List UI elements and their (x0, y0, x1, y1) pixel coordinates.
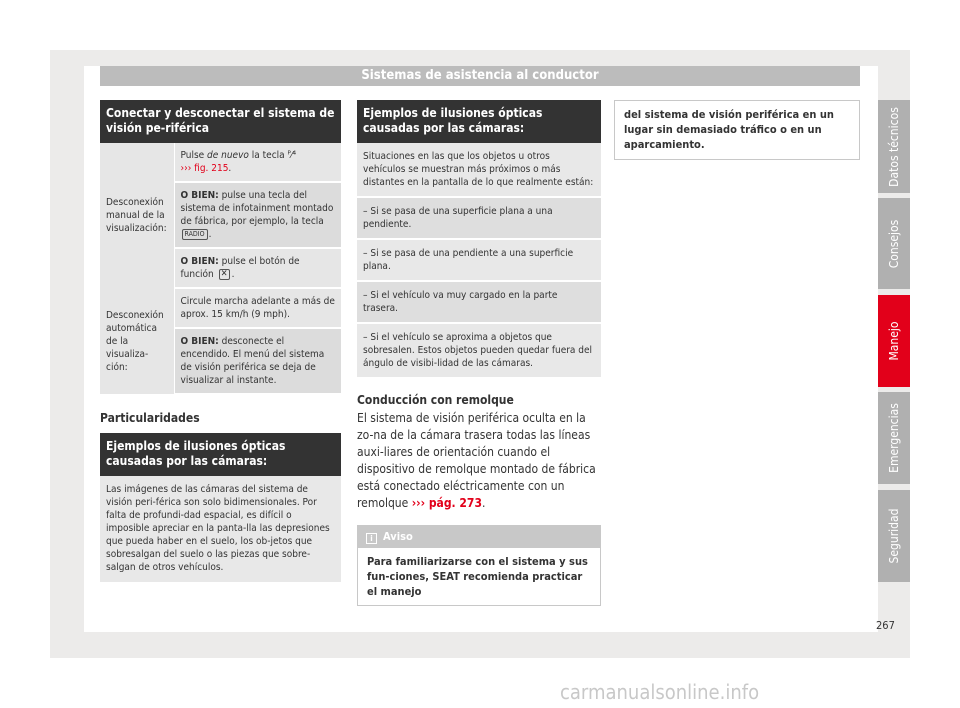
aviso-text: Para familiarizarse con el sistema y sus fun-ciones, SEAT recomienda practicar el manejo (367, 555, 588, 598)
table-cell: O BIEN: pulse una tecla del sistema de infotainment montado de fábrica, por ejemplo, la tecla RADIO . (174, 182, 341, 248)
illusions-box-text: Las imágenes de las cámaras del sistema de visión peri-férica son solo bidimensionales. Por falta de profundi-dad espacial, es difícil o imposible apreciar en la panta-lla las depresiones que pueda haber en el suelo, los ob-jetos que sobresalgan del suelo o las piezas que sobre-salgan de otros vehículos. (100, 476, 341, 582)
radio-key-icon: RADIO (182, 229, 208, 240)
tab-emergencias[interactable]: Emergencias (878, 392, 910, 484)
parking-key-icon: ᴾ⁄⁴ (287, 150, 297, 161)
tab-datos-tecnicos[interactable]: Datos técnicos (878, 100, 910, 193)
illusions-intro: Situaciones en las que los objetos u otros vehículos se muestran más próximos o más distantes en la pantalla de lo que realmente están: (357, 143, 601, 196)
aviso-continuation: del sistema de visión periférica en un lugar sin demasiado tráfico o en un aparcamiento. (614, 100, 860, 160)
column-right (614, 100, 860, 160)
info-icon: i (366, 533, 377, 544)
list-item: – Si se pasa de una superficie plana a una pendiente. (357, 198, 601, 238)
illusions-box-title: Ejemplos de ilusiones ópticas causadas por las cámaras: (100, 433, 341, 476)
table-cell: O BIEN: desconecte el encendido. El menú del sistema de visión periférica se deja de visualizar al instante. (174, 328, 341, 394)
remolque-text: El sistema de visión periférica oculta en la zo-na de la cámara trasera todas las líneas auxi-liares de orientación cuando el dispositivo de remolque montado de fábrica está conectado eléctricamente con un remolque ››› pág. 273. (357, 411, 596, 510)
toggle-table (100, 143, 341, 395)
watermark: carmanualsonline.info (560, 680, 760, 704)
tab-manejo[interactable]: Manejo (878, 295, 910, 387)
table-cell: Pulse de nuevo la tecla ᴾ⁄⁴ ››› fig. 215. (174, 143, 341, 182)
fig-link[interactable]: ››› fig. 215 (180, 163, 229, 174)
table-title: Conectar y desconectar el sistema de visión pe-riférica (100, 100, 341, 143)
list-item: – Si el vehículo va muy cargado en la parte trasera. (357, 282, 601, 322)
column-middle (357, 100, 601, 606)
page-number: 267 (876, 619, 895, 632)
list-item: – Si se pasa de una pendiente a una superficie plana. (357, 240, 601, 280)
particularidades-title: Particularidades (100, 411, 200, 425)
page-link[interactable]: ››› pág. 273 (411, 496, 482, 510)
aviso-header: i Aviso (358, 526, 600, 548)
table-cell: O BIEN: pulse el botón de función ✕ . (174, 248, 341, 288)
tab-seguridad[interactable]: Seguridad (878, 490, 910, 582)
aviso-box (357, 525, 601, 606)
remolque-title: Conducción con remolque (357, 393, 514, 407)
page-header: Sistemas de asistencia al conductor (100, 66, 860, 86)
row-label-manual: Desconexión manual de la visualización: (100, 143, 174, 288)
list-item: – Si el vehículo se aproxima a objetos que sobresalen. Estos objetos pueden quedar fuera del ángulo de visibi-lidad de las cámaras. (357, 324, 601, 377)
close-key-icon: ✕ (219, 269, 230, 280)
table-cell: Circule marcha adelante a más de aprox. 15 km/h (9 mph). (174, 288, 341, 328)
tab-consejos[interactable]: Consejos (878, 198, 910, 289)
row-label-auto: Desconexión automática de la visualiza-ción: (100, 288, 174, 394)
column-left (100, 100, 341, 584)
illusions-list-title: Ejemplos de ilusiones ópticas causadas por las cámaras: (357, 100, 601, 143)
